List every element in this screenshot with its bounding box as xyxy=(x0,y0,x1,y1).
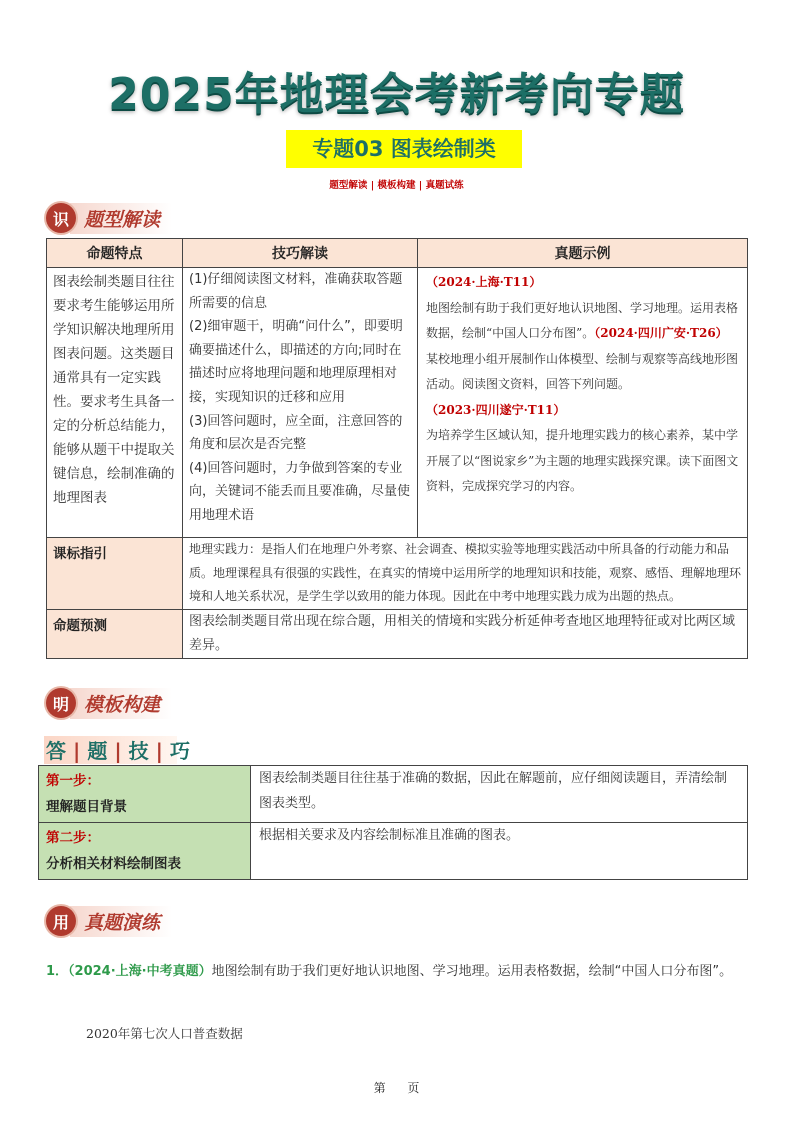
section-title: 真题演练 xyxy=(70,906,172,937)
step-number: 第二步： xyxy=(46,830,100,846)
skills-char: 答 xyxy=(46,739,67,763)
step-cell xyxy=(39,766,251,823)
page-title: 2025年地理会考新考向专题 xyxy=(108,69,685,120)
skills-char: 巧 xyxy=(169,739,191,763)
skills-char: 技 xyxy=(128,739,150,763)
question-1 xyxy=(46,952,746,991)
example-source: （2023·四川遂宁·T11） xyxy=(426,402,566,417)
question-text: 地图绘制有助于我们更好地认识地图、学习地理。运用表格数据，绘制“中国人口分布图”。 xyxy=(211,964,733,979)
section-header-practice xyxy=(46,906,172,936)
tip-item: (2)细审题干，明确“问什么”，即要明确要描述什么，即描述的方向;同时在描述时应将地理问题和地理原理相对接，实现知识的迁移和应用 xyxy=(189,319,403,405)
section-title: 模板构建 xyxy=(70,688,172,719)
section-nav: 题型解读 | 模板构建 | 真题试练 xyxy=(329,180,464,191)
skills-title: 答 | 题 | 技 | 巧 xyxy=(46,739,191,763)
table-header: 技巧解读 xyxy=(183,239,418,268)
step-cell xyxy=(39,823,251,880)
example-text: 某校地理小组开展制作山体模型、绘制与观察等高线地形图活动。阅读图文资料，回答下列问题。 xyxy=(426,351,739,391)
section-header-template xyxy=(46,688,172,718)
topic-subtitle: 专题03 图表绘制类 xyxy=(286,130,522,168)
tip-item: (3)回答问题时，应全面，注意回答的角度和层次是否完整 xyxy=(189,413,403,453)
section-header-analysis xyxy=(46,203,172,233)
curriculum-text: 地理实践力：是指人们在地理户外考察、社会调查、模拟实验等地理实践活动中所具备的行动能力和品质。地理课程具有很强的实践性，在真实的情境中运用所学的地理知识和技能，观察、感悟、理解地理环境和人地关系状况，是学生学以致用的能力体现。因此在中考中地理实践力成为出题的热点。 xyxy=(183,538,748,610)
table-header: 命题特点 xyxy=(47,239,183,268)
prediction-label: 命题预测 xyxy=(47,609,183,658)
examples-cell xyxy=(418,268,748,538)
step-number: 第一步： xyxy=(46,773,100,789)
features-cell: 图表绘制类题目往往要求考生能够运用所学知识解决地理所用图表问题。这类题目通常具有一定实践性。要求考生具备一定的分析总结能力，能够从题干中提取关键信息，绘制准确的地理图表 xyxy=(47,268,183,538)
example-source: （2024·上海·T11） xyxy=(426,275,542,289)
question-number: 1． xyxy=(46,964,69,979)
question-source: （2024·上海·中考真题） xyxy=(68,964,212,979)
table-header: 真题示例 xyxy=(418,239,748,268)
skills-char: 题 xyxy=(87,739,109,763)
section-badge-icon: 用 xyxy=(46,906,76,936)
section-badge-icon: 识 xyxy=(46,203,76,233)
section-title: 题型解读 xyxy=(70,203,172,234)
prediction-text: 图表绘制类题目常出现在综合题，用相关的情境和实践分析延伸考查地区地理特征或对比两区域差异。 xyxy=(183,609,748,658)
analysis-table xyxy=(46,238,748,659)
step-name: 分析相关材料绘制图表 xyxy=(46,856,181,872)
page-footer: 第 页 xyxy=(373,1081,420,1095)
step-description: 根据相关要求及内容绘制标准且准确的图表。 xyxy=(251,823,748,880)
tip-item: (4)回答问题时，力争做到答案的专业向，关键词不能丢而且要准确，尽量使用地理术语 xyxy=(189,460,411,523)
curriculum-label: 课标指引 xyxy=(47,538,183,610)
steps-table xyxy=(38,765,748,880)
example-text: 地图绘制有助于我们更好地认识地图、学习地理。运用表格数据，绘制“中国人口分布图”。 xyxy=(426,300,739,340)
tips-cell xyxy=(183,268,418,538)
example-source: （2024·四川广安·T26） xyxy=(594,326,728,340)
section-badge-icon: 明 xyxy=(46,688,76,718)
step-description: 图表绘制类题目往往基于准确的数据，因此在解题前，应仔细阅读题目，弄清绘制图表类型。 xyxy=(251,766,748,823)
tip-item: (1)仔细阅读图文材料，准确获取答题所需要的信息 xyxy=(189,272,403,311)
census-caption: 2020年第七次人口普查数据 xyxy=(86,1026,243,1041)
step-name: 理解题目背景 xyxy=(46,799,127,815)
example-text: 为培养学生区域认知，提升地理实践力的核心素养，某中学开展了以“图说家乡”为主题的地理实践探究课。读下面图文资料，完成探究学习的内容。 xyxy=(426,428,739,493)
